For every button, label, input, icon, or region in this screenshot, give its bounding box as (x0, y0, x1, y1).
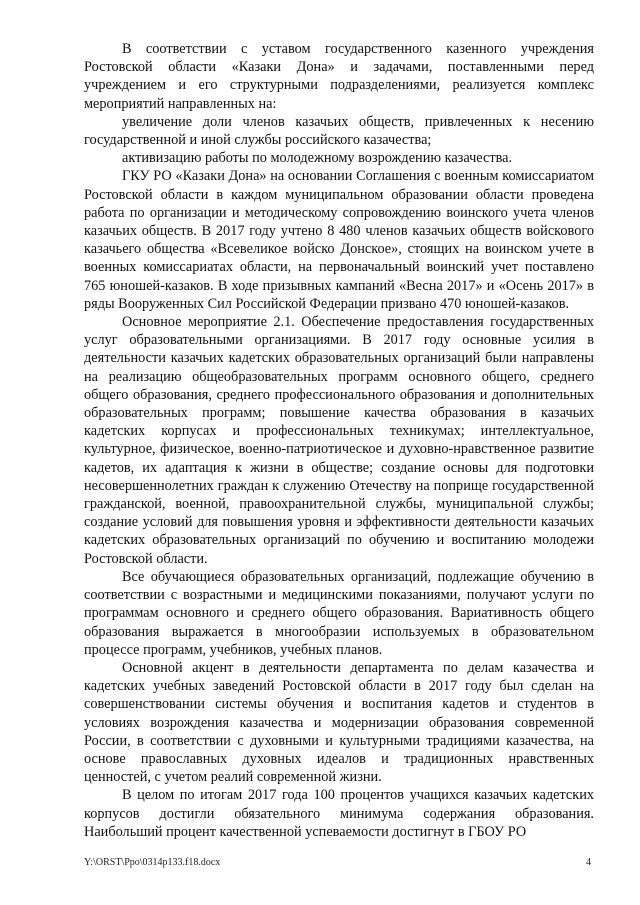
paragraph: Все обучающиеся образовательных организаций, подлежащие обучению в соответствии с возрастными и медицинскими показаниями, получают услуги по программам основного и среднего общего образования. Вариативность общего образования выражается в многообразии используемых в образовательном процессе программ, учебников, учебных планов. (84, 568, 594, 658)
paragraph: ГКУ РО «Казаки Дона» на основании Соглашения с военным комиссариатом Ростовской области в каждом муниципальном образовании области проведена работа по организации и методическому сопровождению воинского учета членов казачьих обществ. В 2017 году учтено 8 480 членов казачьих обществ войскового казачьего общества «Всевеликое войско Донское», стоящих на воинском учете в военных комиссариатах области, на первоначальный воинский учет поставлено 765 юношей-казаков. В ходе призывных кампаний «Весна 2017» и «Осень 2017» в ряды Вооруженных Сил Российской Федерации призвано 470 юношей-казаков. (84, 168, 594, 312)
document-body (84, 40, 594, 841)
paragraph: активизацию работы по молодежному возрождению казачества. (122, 150, 513, 167)
paragraph: Основной акцент в деятельности департамента по делам казачества и кадетских учебных заведений Ростовской области в 2017 году был сделан на совершенствовании системы обучения и воспитания кадетов и студентов в условиях возрождения казачества и модернизации образования современной России, в соответствии с духовными и культурными традициями казачества, на основе православных духовных идеалов и традиционных нравственных ценностей, с учетом реалий современной жизни. (84, 659, 594, 786)
paragraph: Основное мероприятие 2.1. Обеспечение предоставления государственных услуг образовательными организациями. В 2017 году основные усилия в деятельности казачьих кадетских образовательных организаций были направлены на реализацию общеобразовательных программ основного общего, среднего общего образования, среднего профессионального образования и дополнительных образовательных программ; повышение качества образования в казачьих кадетских корпусах и профессиональных техникумах; интеллектуальное, культурное, физическое, военно-патриотическое и духовно-нравственное развитие кадетов, их адаптация к жизни в обществе; создание основы для подготовки несовершеннолетних граждан к служению Отечеству на поприще государственной гражданской, военной, правоохранительной службы, муниципальной службы; создание условий для повышения уровня и эффективности деятельности казачьих кадетских образовательных организаций по обучению и воспитанию молодежи Ростовской области. (84, 314, 594, 567)
paragraph: В целом по итогам 2017 года 100 процентов учащихся казачьих кадетских корпусов достигли обязательного минимума содержания образования. Наибольший процент качественной успеваемости достигнут в ГБОУ РО (84, 787, 594, 840)
paragraph: В соответствии с уставом государственного казенного учреждения Ростовской области «Казаки Дона» и задачами, поставленными перед учреждением и его структурными подразделениями, реализуется комплекс мероприятий направленных на: (84, 41, 594, 112)
page-number: 4 (586, 857, 591, 868)
paragraph: увеличение доли членов казачьих обществ, привлеченных к несению государственной и иной службы российского казачества; (84, 113, 594, 149)
footer-file-path: Y:\ORST\Ppo\0314p133.f18.docx (84, 857, 221, 868)
